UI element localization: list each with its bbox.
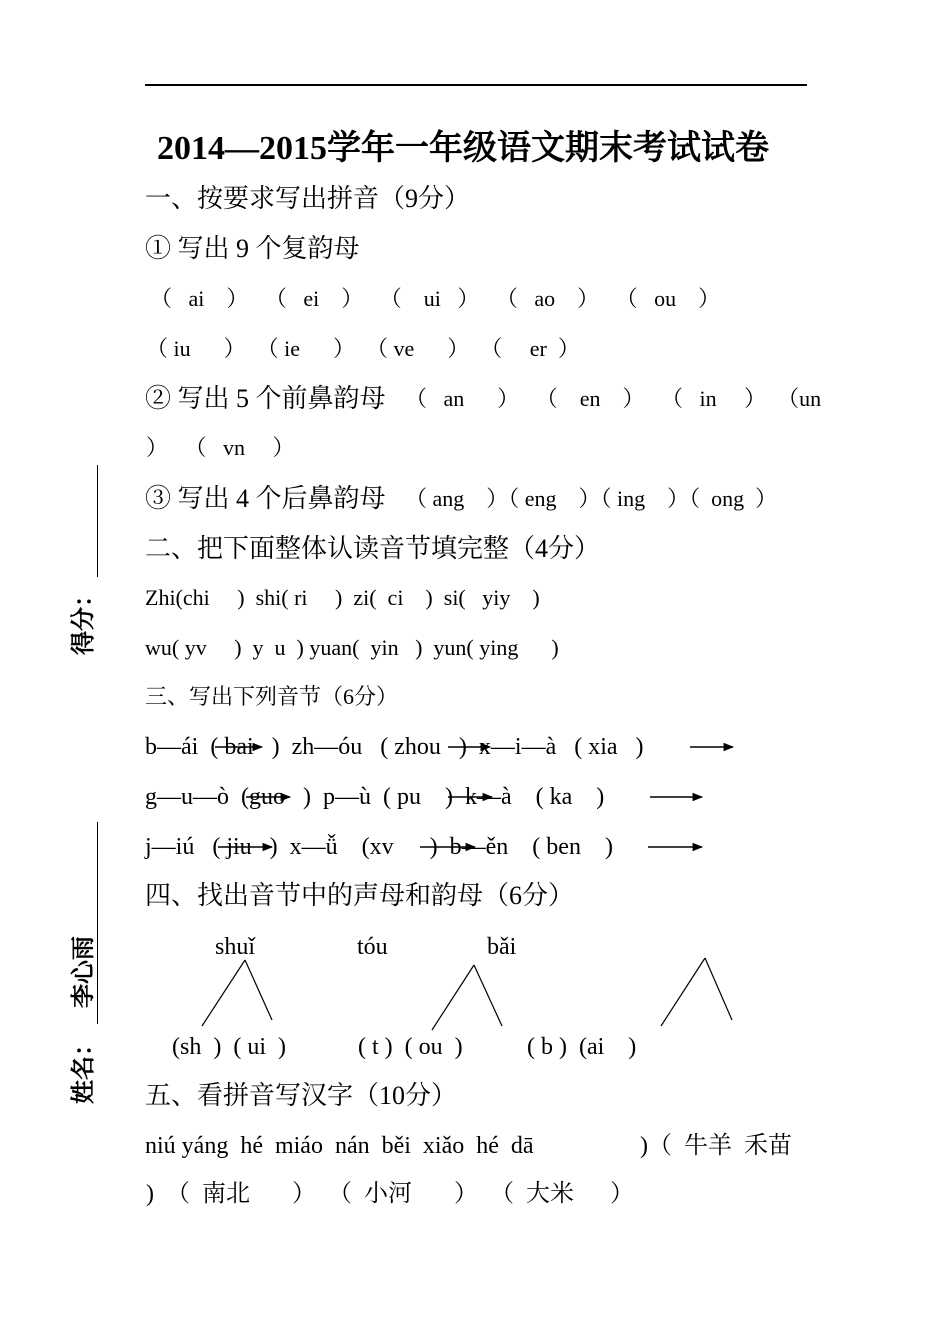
split-answer-tou: ( t ) ( ou ) bbox=[358, 1034, 463, 1060]
spell-row-1: b—ái ( bai ) zh—óu ( zhou ) x—i—à ( xia ) bbox=[145, 734, 644, 760]
score-line bbox=[97, 465, 98, 577]
hanzi-answers-1: )（ 牛羊 禾苗 bbox=[640, 1133, 792, 1159]
score-label: 得分： bbox=[71, 583, 97, 655]
spell-row-2: g—u—ò (guo ) p—ù ( pu ) k—à ( ka ) bbox=[145, 784, 605, 810]
syllable-row-1: Zhi(chi ) shi( ri ) zi( ci ) si( yiy ) bbox=[145, 585, 540, 610]
question-1-2: ② 写出 5 个前鼻韵母 bbox=[145, 384, 386, 413]
answer-row-finals-2: （ iu ） （ ie ） （ ve ） （ er ） bbox=[146, 336, 580, 361]
hanzi-answers-2: ) （ 南北 ） （ 小河 ） （ 大米 ） bbox=[146, 1181, 634, 1207]
name-label: 姓名： bbox=[71, 1032, 97, 1104]
question-1-3: ③ 写出 4 个后鼻韵母 bbox=[145, 484, 386, 513]
answer-row-front-nasal: （ an ） （ en ） （ in ） （un bbox=[405, 386, 822, 411]
answer-row-front-nasal-2: ） （ vn ） bbox=[146, 435, 295, 460]
section-5-heading: 五、看拼音写汉字（10分） bbox=[145, 1081, 458, 1110]
answer-row-back-nasal: （ ang ）（ eng ）（ ing ）（ ong ） bbox=[405, 486, 778, 511]
answer-row-finals-1: （ ai ） （ ei ） （ ui ） （ ao ） （ ou ） bbox=[150, 286, 721, 311]
pinyin-row: niú yáng hé miáo nán běi xiǎo hé dā bbox=[145, 1133, 534, 1159]
section-1-heading: 一、按要求写出拼音（9分） bbox=[145, 184, 471, 213]
split-answer-bai: ( b ) (ai ) bbox=[527, 1034, 637, 1060]
section-4-heading: 四、找出音节中的声母和韵母（6分） bbox=[145, 881, 575, 910]
section-3-heading: 三、写出下列音节（6分） bbox=[145, 684, 399, 709]
syllable-tou: tóu bbox=[357, 934, 388, 960]
syllable-row-2: wu( yv ) y u ) yuan( yin ) yun( ying ) bbox=[145, 635, 559, 660]
split-answer-shui: (sh ) ( ui ) bbox=[172, 1034, 286, 1060]
section-2-heading: 二、把下面整体认读音节填完整（4分） bbox=[145, 534, 601, 563]
split-lines bbox=[202, 958, 732, 1030]
name-value: 李心雨 bbox=[71, 936, 97, 1008]
name-line bbox=[97, 822, 98, 1024]
syllable-shui: shuǐ bbox=[215, 934, 256, 960]
syllable-bai: bǎi bbox=[487, 934, 517, 960]
exam-title: 2014—2015学年一年级语文期末考试试卷 bbox=[157, 130, 769, 167]
spell-row-3: j—iú ( jiu ) x—ǚ (xv ) b—ěn ( ben ) bbox=[145, 834, 613, 860]
question-1-1: ① 写出 9 个复韵母 bbox=[145, 234, 360, 263]
